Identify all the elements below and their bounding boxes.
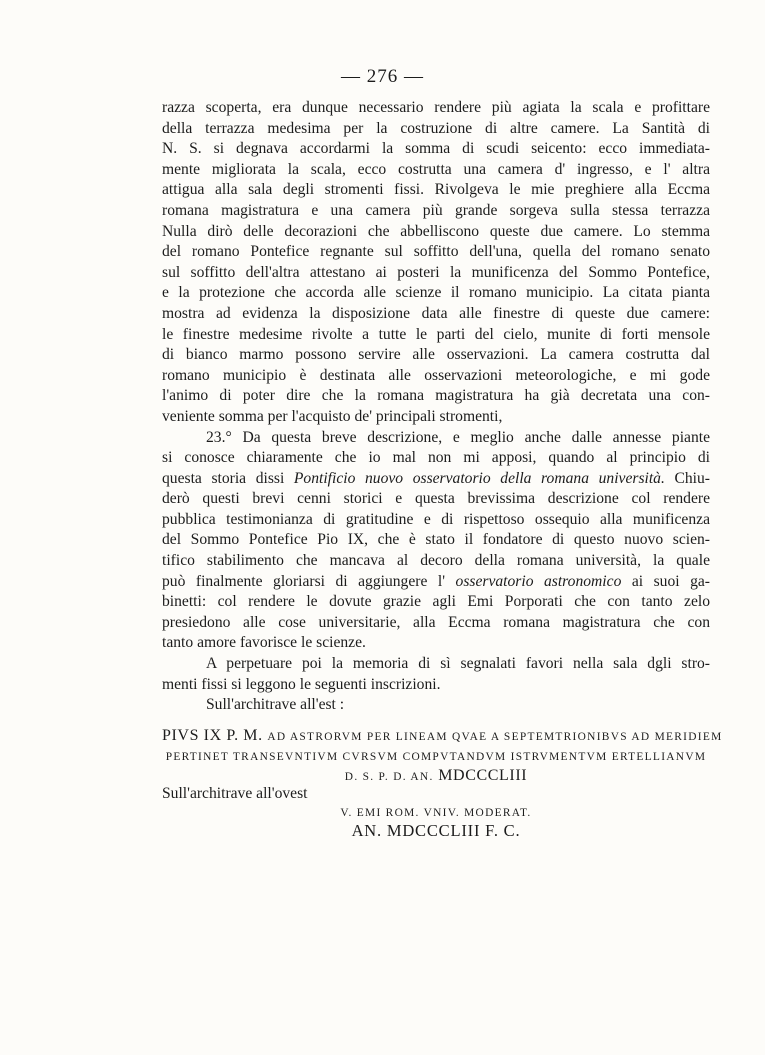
text-line: mostra ad evidenza la disposizione data alle finestre di queste due camere: bbox=[162, 304, 710, 322]
text-line: e la protezione che accorda alle scienze il romano municipio. La citata pianta bbox=[162, 284, 710, 302]
italic-term: osservatorio astronomico bbox=[455, 572, 622, 590]
text-line: N. S. si degnava accordarmi la somma di scudi seicento: ecco immediata- bbox=[162, 140, 710, 158]
label-west: Sull'architrave all'ovest bbox=[162, 785, 308, 802]
inscription-west-line-1: V. EMI ROM. VNIV. MODERAT. bbox=[340, 807, 532, 819]
text-line: l'animo di poter dire che la romana magistratura ha già decretata una con- bbox=[162, 387, 710, 405]
text-line: tifico stabilimento che mancava al decoro della romana università, la quale bbox=[162, 552, 710, 570]
text-run: Chiu- bbox=[664, 469, 710, 487]
text-line: 23.° Da questa breve descrizione, e meglio anche dalle annesse piante bbox=[206, 428, 710, 446]
text-line: pubblica testimonianza di gratitudine e di rispettoso ossequio alla munificenza bbox=[162, 510, 710, 528]
text-line: binetti: col rendere le dovute grazie agli Emi Porporati che con tanto zelo bbox=[162, 593, 710, 611]
text-line: attigua alla sala degli stromenti fissi. Rivolgeva le mie preghiere alla Eccma bbox=[162, 181, 710, 199]
text-run: può finalmente gloriarsi di aggiungere l' bbox=[162, 572, 456, 590]
text-line: si conosce chiaramente che io mal non mi apposi, quando al principio di bbox=[162, 449, 710, 467]
text-line: tanto amore favorisce le scienze. bbox=[162, 634, 366, 652]
text-line: veniente somma per l'acquisto de' principali stromenti, bbox=[162, 407, 503, 425]
text-line: sul soffitto dell'altra attestano ai posteri la munificenza del Sommo Pontefice, bbox=[162, 263, 710, 281]
text-line: del Sommo Pontefice Pio IX, che è stato il fondatore di questo nuovo scien- bbox=[162, 531, 710, 549]
inscription-small: AD ASTRORVM PER LINEAM QVAE A SEPTEMTRIONIBVS AD MERIDIEM bbox=[267, 731, 723, 743]
label-east: Sull'architrave all'est : bbox=[206, 696, 345, 714]
text-line: del romano Pontefice regnante sul soffitto dell'una, quella del romano senato bbox=[162, 243, 710, 261]
inscriptions bbox=[162, 727, 723, 841]
text-line: derò questi brevi cenni storici e questa brevissima descrizione col rendere bbox=[162, 490, 710, 508]
body-text bbox=[162, 98, 710, 716]
page-number: — 276 — bbox=[341, 66, 424, 87]
text-line: menti fissi si leggono le seguenti inscrizioni. bbox=[162, 675, 441, 693]
inscription-large: PIVS IX P. M. bbox=[162, 727, 263, 744]
inscription-east-line-1 bbox=[162, 727, 723, 745]
text-line: A perpetuare poi la memoria di sì segnalati favori nella sala dgli stro- bbox=[206, 655, 710, 673]
italic-title: Pontificio nuovo osservatorio della romana università. bbox=[293, 469, 665, 487]
text-line: romana magistratura e una camera più grande sorgeva sulla stessa terrazza bbox=[162, 201, 710, 219]
text-line: Nulla dirò delle decorazioni che abbelliscono queste due camere. Lo stemma bbox=[162, 222, 710, 240]
text-line: presiedono alle cose universitarie, alla Eccma romana magistratura che con bbox=[162, 613, 710, 631]
inscription-west-line-2: AN. MDCCCLIII F. C. bbox=[351, 821, 521, 840]
inscription-east-line-2: PERTINET TRANSEVNTIVM CVRSVM COMPVTANDVM ISTRVMENTVM ERTELLIANVM bbox=[165, 751, 707, 763]
text-line: razza scoperta, era dunque necessario rendere più agiata la scala e profittare bbox=[162, 99, 710, 116]
inscription-small: D. S. P. D. AN. bbox=[344, 771, 434, 783]
text-line: romano municipio è destinata alle osservazioni meteorologiche, e mi gode bbox=[162, 366, 710, 384]
inscription-large: MDCCCLIII bbox=[438, 767, 528, 784]
text-line: della terrazza medesima per la costruzione di altre camere. La Santità di bbox=[162, 119, 710, 137]
text-line: mente migliorata la scala, ecco costrutta una camera d' ingresso, e l' altra bbox=[162, 160, 710, 178]
text-run: ai suoi ga- bbox=[621, 572, 710, 590]
text-line: di bianco marmo possono servire alle osservazioni. La camera costrutta dal bbox=[162, 346, 710, 364]
text-run: questa storia dissi bbox=[162, 469, 294, 487]
text-line: le finestre medesime rivolte a tutte le parti del cielo, munite di forti mensole bbox=[162, 325, 710, 343]
text-line bbox=[162, 572, 710, 593]
inscription-east-line-3 bbox=[162, 767, 710, 785]
text-line bbox=[162, 469, 710, 490]
